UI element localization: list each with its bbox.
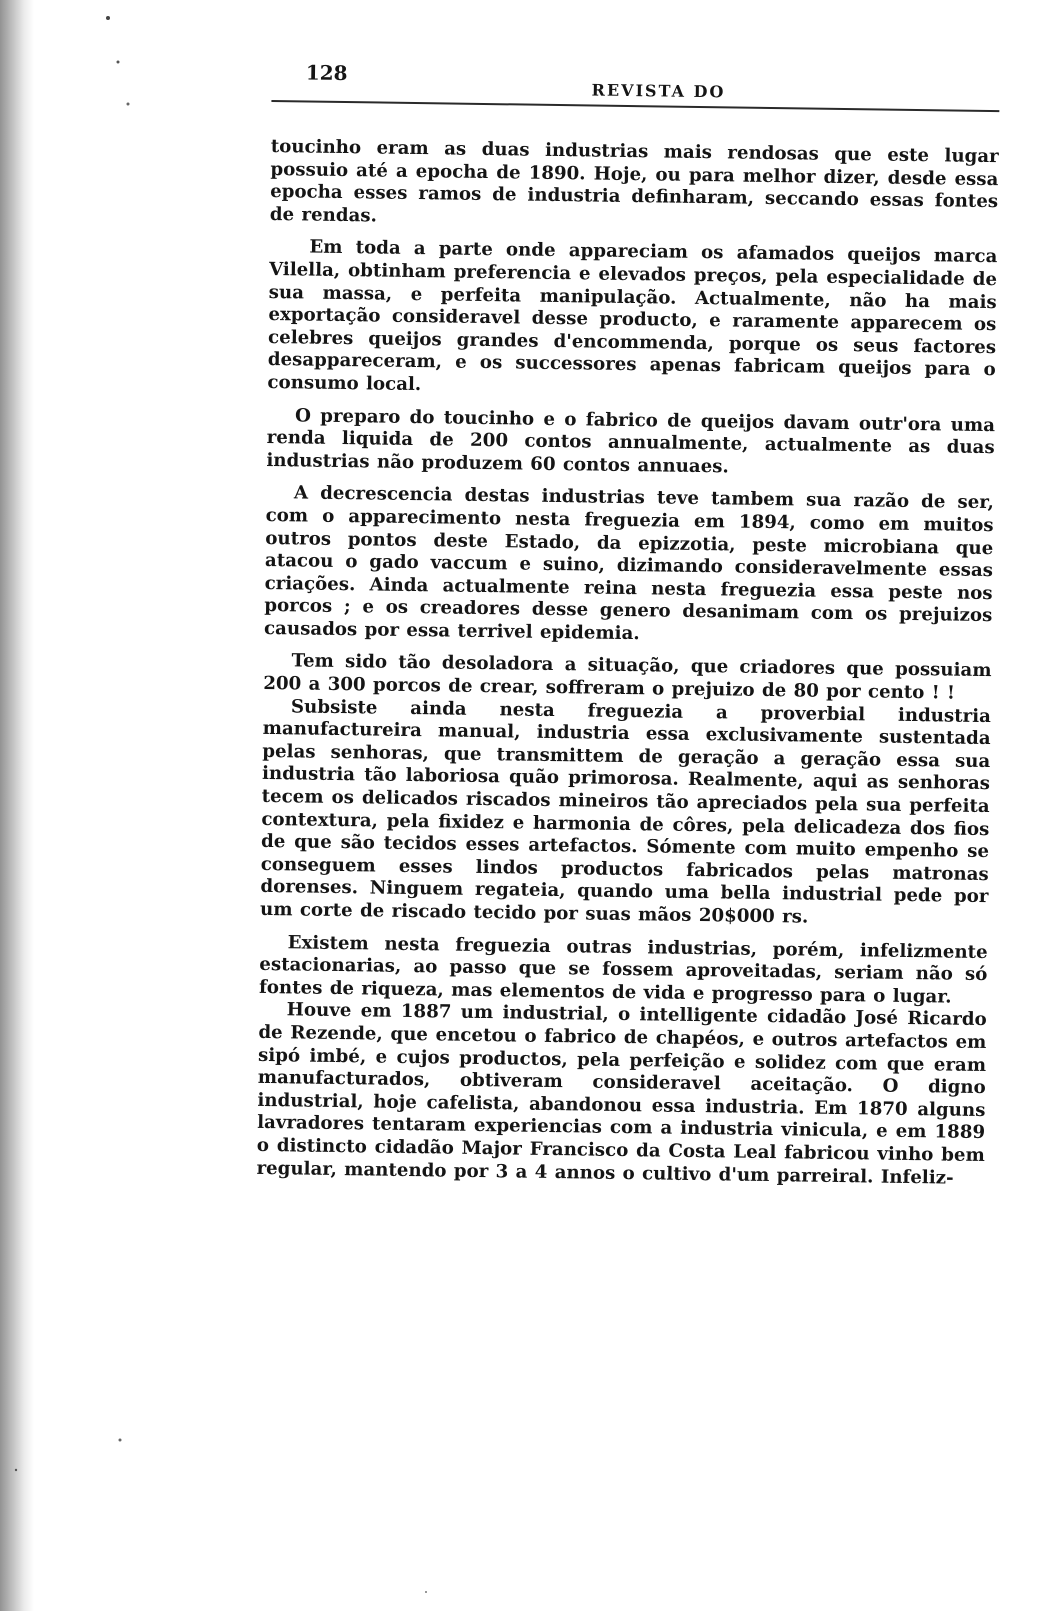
running-head [271, 60, 1000, 112]
paragraph-decrescencia: A decrescencia destas industrias teve tambem sua razão de ser, com o apparecimento nesta freguezia em 1894, como em muitos outros pontos deste Estado, da epizzotia, peste microbiana que atacou o gado vaccum e suino, dizimando consideravelmente essas criações. Ainda actualmente reina nesta freguezia essa peste nos porcos ; e os creadores desse genero desanimam com os prejuizos causados por essa terrivel epidemia. [263, 482, 995, 645]
paragraph-renda: O preparo do toucinho e o fabrico de queijos davam outr'ora uma renda liquida de 200 contos annualmente, actualmente as duas industrias não produzem 60 contos annuaes. [266, 404, 996, 478]
paragraph-manufactureira: Subsiste ainda nesta freguezia a proverbial industria manufactureira manual, industria essa exclusivamente sustentada pelas senhoras, que transmittem de geração a geração essa sua industria tão laboriosa quão primorosa. Realmente, aqui as senhoras tecem os delicados riscados mineiros tão apreciados pela sua perfeita contextura, pela fixidez e harmonia de côres, pela delicadeza dos fios de que são tecidos esses artefactos. Sómente com muito empenho se conseguem esses lindos productos fabricados pelas matronas dorenses. Ninguem regateia, quando uma bella industrial pede por um corte de riscado tecido por suas mãos 20$000 rs. [259, 695, 992, 928]
paragraph-chapeos-vinho: Houve em 1887 um industrial, o intelligente cidadão José Ricardo de Rezende, que encetou o fabrico de chapéos, e outros artefactos em sipó imbé, e cujos productos, pela perfeição e solidez com que eram manufacturados, obtiveram consideravel aceitação. O digno industrial, hoje cafelista, abandonou essa industria. Em 1870 alguns lavradores tentaram experiencias com a industria vinicula, e em 1889 o distincto cidadão Major Francisco da Costa Leal fabricou vinho bem regular, mantendo por 3 a 4 annos o cultivo d'um parreiral. Infeliz- [256, 999, 987, 1189]
running-title: REVISTA DO [591, 80, 726, 102]
page-number: 128 [305, 60, 348, 86]
paragraph-queijos: Em toda a parte onde appareciam os afamados queijos marca Vilella, obtinham preferencia e elevados preços, pela especialidade de sua massa, e perfeita manipulação. Actualmente, não ha mais exportação consideravel desse producto, e raramente apparecem os celebres queijos grandes d'encommenda, porque os seus factores desappareceram, e os successores apenas fabricam queijos para o consumo local. [267, 236, 998, 396]
paragraph-situacao: Tem sido tão desoladora a situação, que criadores que possuiam 200 a 300 porcos de crear, soffreram o prejuizo de 80 por cento ! ! [263, 650, 992, 704]
body-text [256, 136, 999, 1190]
book-page [256, 60, 1000, 1200]
paragraph-outras-industrias: Existem nesta freguezia outras industrias, porém, infelizmente estacionarias, ao passo que se fossem aproveitadas, seriam não só fontes de riqueza, mas elementos de vida e progresso para o lugar. [258, 931, 988, 1008]
paragraph-toucinho-continuation: toucinho eram as duas industrias mais rendosas que este lugar possuio até a epocha de 1890. Hoje, ou para melhor dizer, desde essa epocha esses ramos de industria definharam, seccando essas fontes de rendas. [269, 135, 999, 227]
